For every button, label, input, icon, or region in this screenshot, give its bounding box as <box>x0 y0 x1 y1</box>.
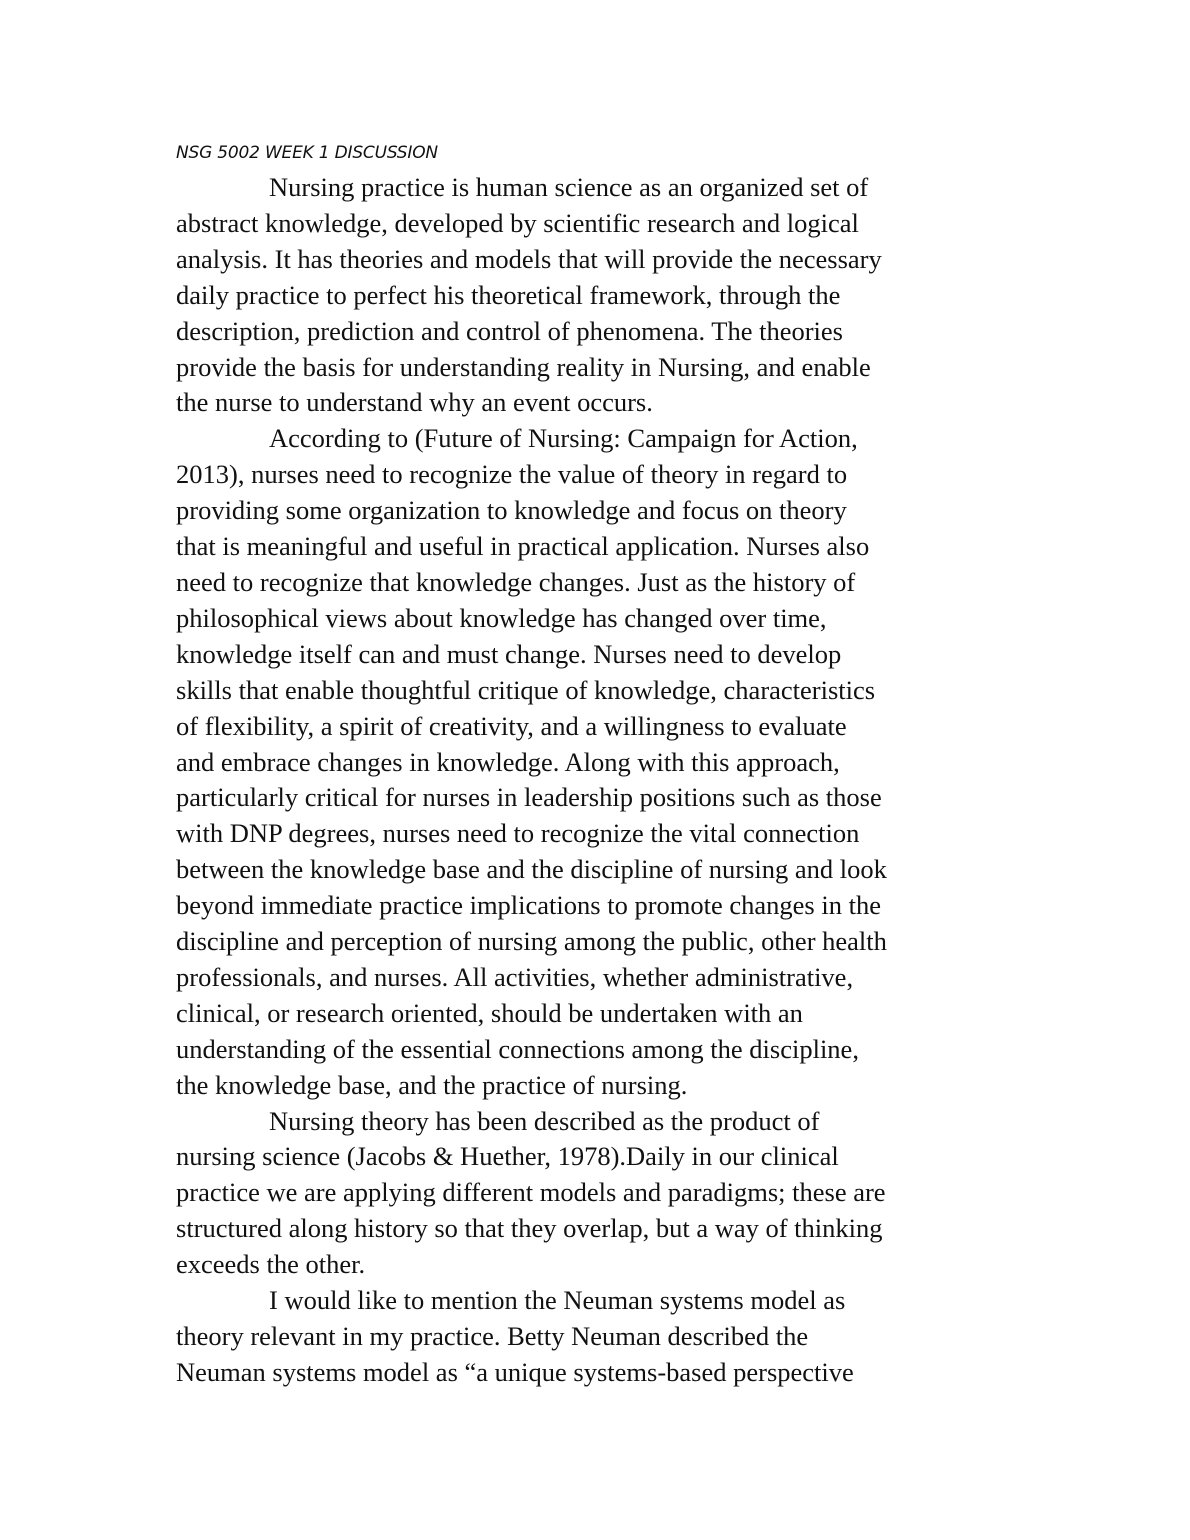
document-heading: NSG 5002 WEEK 1 DISCUSSION <box>176 143 438 163</box>
paragraph-nursing-theory: Nursing theory has been described as the product of nursing science (Jacobs & Huether, 1978).Daily in our clinical practice we are applying different models and paradigms; these are structured along history so that they overlap, but a way of thinking exceeds the other. <box>176 1105 886 1280</box>
paragraph-future-of-nursing: According to (Future of Nursing: Campaign for Action, 2013), nurses need to recognize the value of theory in regard to providing some organization to knowledge and focus on theory that is meaningful and useful in practical application. Nurses also need to recognize that knowledge changes. Just as the history of philosophical views about knowledge has changed over time, knowledge itself can and must change. Nurses need to develop skills that enable thoughtful critique of knowledge, characteristics of flexibility, a spirit of creativity, and a willingness to evaluate and embrace changes in knowledge. Along with this approach, particularly critical for nurses in leadership positions such as those with DNP degrees, nurses need to recognize the vital connection between the knowledge base and the discipline of nursing and look beyond immediate practice implications to promote changes in the discipline and perception of nursing among the public, other health professionals, and nurses. All activities, whether administrative, clinical, or research oriented, should be undertaken with an understanding of the essential connections among the discipline, the knowledge base, and the practice of nursing. <box>176 423 887 1100</box>
paragraph-nursing-practice: Nursing practice is human science as an organized set of abstract knowledge, developed by scientific research and logical analysis. It has theories and models that will provide the necessary daily practice to perfect his theoretical framework, through the description, prediction and control of phenomena. The theories provide the basis for understanding reality in Nursing, and enable the nurse to understand why an event occurs. <box>176 172 882 418</box>
document-body <box>176 170 1021 1391</box>
paragraph-neuman-model: I would like to mention the Neuman systems model as theory relevant in my practice. Betty Neuman described the Neuman systems model as “a unique systems-based perspective <box>176 1285 854 1387</box>
